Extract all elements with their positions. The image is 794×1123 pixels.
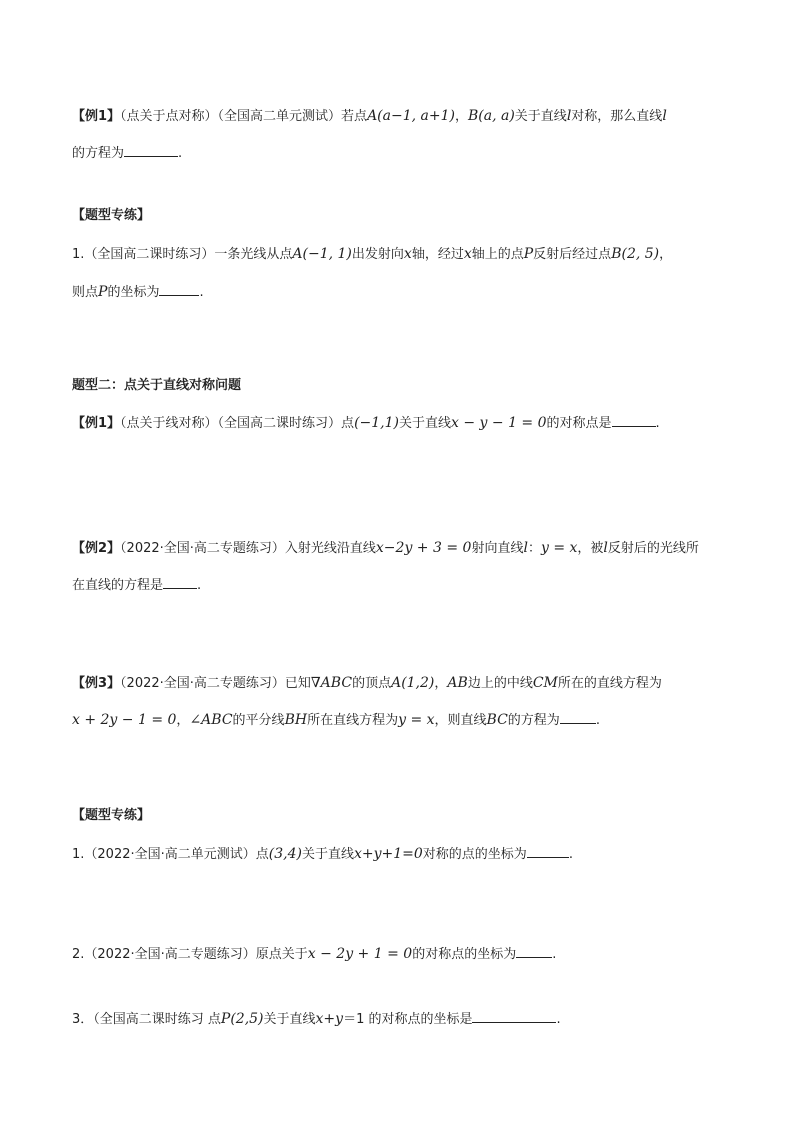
practice-heading: 【题型专练】 xyxy=(72,208,151,223)
example-1-line-symmetry xyxy=(72,414,660,433)
math: x + 2y − 1 = 0 xyxy=(72,712,177,728)
math: l xyxy=(566,108,572,124)
example-1-point-symmetry-line2 xyxy=(72,144,182,163)
text: . xyxy=(595,713,600,728)
text: ＝1 的对称点的坐标是 xyxy=(343,1012,473,1027)
answer-blank xyxy=(612,414,656,427)
math: ∇ABC xyxy=(310,675,353,691)
practice-1-line1 xyxy=(72,245,672,264)
text: 关于直线 xyxy=(263,1012,316,1027)
math: CM xyxy=(532,675,558,691)
math: P(2,5) xyxy=(220,1011,264,1027)
answer-blank xyxy=(472,1010,556,1023)
text: 在直线的方程是 xyxy=(72,578,164,593)
math: (−1,1) xyxy=(354,415,399,431)
example-3-line2 xyxy=(72,711,600,730)
math: x xyxy=(403,246,412,262)
text: 关于直线 xyxy=(301,847,354,862)
practice-heading: 【题型专练】 xyxy=(72,808,151,823)
text: 的顶点 xyxy=(352,676,392,691)
math: l xyxy=(603,540,608,556)
math: A(a−1, a+1) xyxy=(367,108,455,124)
text: ， xyxy=(434,676,448,691)
text: 所在直线方程为 xyxy=(307,713,399,728)
text: 边上的中线 xyxy=(467,676,533,691)
math: BH xyxy=(284,712,308,728)
answer-blank xyxy=(159,283,199,296)
answer-blank xyxy=(560,711,596,724)
example-3-line1 xyxy=(72,674,662,693)
practice-question-3 xyxy=(72,1010,561,1029)
text: . xyxy=(199,285,204,300)
math: x xyxy=(463,246,472,262)
text: 3．（全国高二课时练习 点 xyxy=(72,1012,221,1027)
text: . xyxy=(552,947,557,962)
text: 2.（2022·全国·高二专题练习）原点关于 xyxy=(72,947,308,962)
math: x−2y + 3 = 0 xyxy=(375,540,472,556)
example-2-line1 xyxy=(72,539,699,558)
math: A(1,2) xyxy=(391,675,435,691)
text: 轴上的点 xyxy=(471,247,524,262)
text: （2022·全国·高二专题练习）入射光线沿直线 xyxy=(120,541,376,556)
text: 轴，经过 xyxy=(411,247,464,262)
math: P xyxy=(98,284,108,300)
text: 则点 xyxy=(72,285,99,300)
math: l xyxy=(523,540,528,556)
text: ，则直线 xyxy=(434,713,487,728)
math: (3,4) xyxy=(268,846,302,862)
answer-blank xyxy=(163,576,197,589)
text: 的对称点是 xyxy=(546,416,612,431)
text: 射向直线 xyxy=(471,541,524,556)
text: . xyxy=(655,416,660,431)
text: 出发射向 xyxy=(351,247,404,262)
math: B(a, a) xyxy=(467,108,515,124)
text: （2022·全国·高二专题练习）已知 xyxy=(120,676,311,691)
practice-1-line2 xyxy=(72,283,204,302)
answer-blank xyxy=(516,945,552,958)
text: 的对称点的坐标为 xyxy=(412,947,517,962)
answer-blank xyxy=(124,144,178,157)
text: （点关于线对称）（全国高二课时练习）点 xyxy=(120,416,355,431)
example-tag: 【例3】 xyxy=(72,676,121,691)
math: y = x xyxy=(540,540,578,556)
text: . xyxy=(178,146,183,161)
text: 反射后的光线所 xyxy=(607,541,699,556)
text: ， xyxy=(659,247,673,262)
text: （点关于点对称）（全国高二单元测试）若点 xyxy=(120,109,368,124)
math: ∠ABC xyxy=(189,712,233,728)
text: . xyxy=(568,847,573,862)
text: . xyxy=(197,578,202,593)
text: 的方程为 xyxy=(507,713,560,728)
section-heading: 题型二：点关于直线对称问题 xyxy=(72,378,242,393)
text: . xyxy=(556,1012,561,1027)
math: AB xyxy=(447,675,468,691)
example-tag: 【例1】 xyxy=(72,416,121,431)
math: P xyxy=(523,246,534,262)
text: ： xyxy=(527,541,541,556)
math: B(2, 5) xyxy=(611,246,660,262)
text: 1.（2022·全国·高二单元测试）点 xyxy=(72,847,269,862)
text: 关于直线 xyxy=(514,109,567,124)
text: 对称的点的坐标为 xyxy=(422,847,527,862)
text: 对称，那么直线 xyxy=(571,109,663,124)
practice-question-2 xyxy=(72,945,556,964)
math: x − 2y + 1 = 0 xyxy=(307,946,413,962)
text: ，被 xyxy=(577,541,604,556)
math: A(−1, 1) xyxy=(292,246,352,262)
text: 的平分线 xyxy=(232,713,285,728)
text: 的方程为 xyxy=(72,146,125,161)
example-tag: 【例1】 xyxy=(72,109,121,124)
example-2-line2 xyxy=(72,576,201,595)
math: x+y+1=0 xyxy=(353,846,423,862)
example-1-point-symmetry-line1 xyxy=(72,107,667,126)
text: ， xyxy=(454,109,468,124)
math: x+y xyxy=(315,1011,344,1027)
example-tag: 【例2】 xyxy=(72,541,121,556)
text: 的坐标为 xyxy=(107,285,160,300)
math: y = x xyxy=(398,712,435,728)
math: BC xyxy=(486,712,508,728)
math: l xyxy=(662,108,667,124)
math: x − y − 1 = 0 xyxy=(451,415,547,431)
answer-blank xyxy=(527,845,569,858)
text: 1.（全国高二课时练习）一条光线从点 xyxy=(72,247,293,262)
practice-question-1 xyxy=(72,845,573,864)
text: 反射后经过点 xyxy=(533,247,612,262)
text: ， xyxy=(176,713,190,728)
text: 所在的直线方程为 xyxy=(557,676,662,691)
text: 关于直线 xyxy=(398,416,451,431)
